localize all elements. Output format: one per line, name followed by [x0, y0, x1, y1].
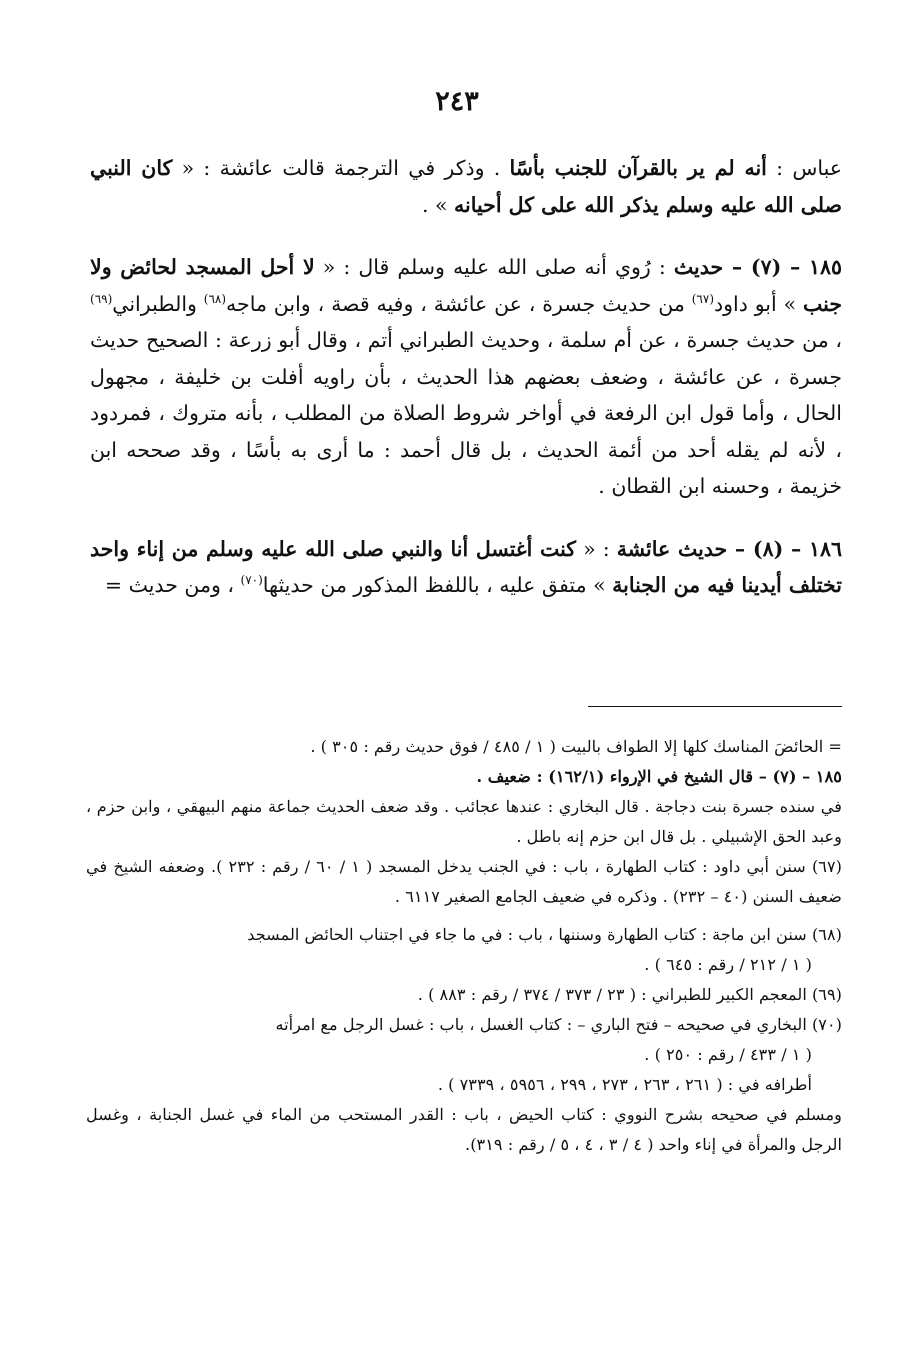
text-run: من حديث جسرة ، عن عائشة ، وفيه قصة ، وابن ماجه: [226, 291, 692, 316]
hadith-heading: ١٨٥ – (٧) – حديث: [673, 255, 842, 279]
footnote-grade: ١٨٥ – (٧) – قال الشيخ في الإرواء (١٦٢/١) : ضعيف .: [476, 767, 842, 786]
footnote-ref[interactable]: (٦٧): [691, 291, 714, 306]
footnote-ref[interactable]: (٦٨): [203, 291, 227, 306]
footnote-divider: [588, 706, 842, 707]
footnote-70-ref: ( ١ / ٤٣٣ / رقم : ٢٥٠ ) .: [644, 1045, 812, 1064]
footnote-text: في سنده جسرة بنت دجاجة . قال البخاري : عندها عجائب . وقد ضعف الحديث جماعة منهم البيهقي ، وابن حزم ، وعبد الحق الإشبيلي . بل قال ابن حزم إنه باطل .: [86, 797, 842, 846]
text-run: ، من حديث جسرة ، عن أم سلمة ، وحديث الطبراني أتم ، وقال أبو زرعة : الصحيح حديث جسرة ، عن عائشة ، وضعف بعضهم هذا الحديث ، بأن راويه أفلت بن خليفة ، مجهول الحال ، وأما قول ابن الرفعة في أواخر شروط الصلاة من المطلب ، بأنه متروك ، فمردود ، لأنه لم يقله أحد من أئمة الحديث ، بل قال أحمد : ما أرى به بأسًا ، وقد صححه ابن خزيمة ، وحسنه ابن القطان .: [90, 328, 842, 498]
text-run: ، ومن حديث =: [104, 573, 241, 597]
paragraph-1: [90, 150, 842, 223]
text-run: : رُوي أنه صلى الله عليه وسلم قال : «: [314, 255, 674, 279]
paragraph-hadith-185: [90, 249, 842, 505]
text-run: » أبو داود: [714, 291, 803, 316]
hadith-heading: ١٨٦ – (٨) – حديث عائشة: [616, 536, 842, 561]
bold-run: لا أحل المسجد لحائض ولا جنب: [90, 255, 842, 316]
footnotes: [86, 732, 842, 1160]
footnote-70-muslim: ومسلم في صحيحه بشرح النووي : كتاب الحيض ، باب : القدر المستحب من الماء في غسل الجنابة ، وغسل الرجل والمرأة في إناء واحد ( ٤ / ٣ ، ٤ ، ٥ / رقم : ٣١٩).: [86, 1105, 842, 1154]
footnote-continuation: = الحائضَ المناسك كلها إلا الطواف بالبيت ( ١ / ٤٨٥ / فوق حديث رقم : ٣٠٥ ) .: [310, 737, 842, 756]
footnote-67: (٦٧) سنن أبي داود : كتاب الطهارة ، باب : في الجنب يدخل المسجد ( ١ / ٦٠ / رقم : ٢٣٢ ). وضعفه الشيخ في ضعيف السنن (٤٠ – ٢٣٢) . وذكره في ضعيف الجامع الصغير ٦١١٧ .: [86, 857, 842, 906]
bold-run: كنت أغتسل أنا والنبي صلى الله عليه وسلم من إناء واحد تختلف أيدينا فيه من الجنابة: [90, 536, 842, 597]
text-run: عباس :: [766, 156, 843, 180]
main-text: [90, 150, 842, 630]
text-run: » .: [421, 192, 455, 217]
paragraph-hadith-186: [90, 531, 842, 604]
bold-run: كان النبي صلى الله عليه وسلم يذكر الله على كل أحيانه: [90, 156, 842, 217]
page-number: ٢٤٣: [435, 86, 479, 117]
bold-run: أنه لم ير بالقرآن للجنب بأسًا: [509, 156, 767, 180]
footnote-68: (٦٨) سنن ابن ماجة : كتاب الطهارة وسننها ، باب : في ما جاء في اجتناب الحائض المسجد: [247, 925, 842, 944]
text-run: : «: [576, 536, 617, 561]
footnote-68-ref: ( ١ / ٢١٢ / رقم : ٦٤٥ ) .: [644, 955, 812, 974]
footnote-70: (٧٠) البخاري في صحيحه – فتح الباري – : كتاب الغسل ، باب : غسل الرجل مع امرأته: [275, 1015, 842, 1034]
footnote-ref[interactable]: (٦٩): [90, 291, 113, 306]
footnote-ref[interactable]: (٧٠): [240, 573, 263, 588]
text-run: والطبراني: [112, 291, 204, 316]
text-run: » متفق عليه ، باللفظ المذكور من حديثها: [262, 573, 613, 597]
text-run: . وذكر في الترجمة قالت عائشة : «: [172, 156, 510, 180]
footnote-70-atraf: أطرافه في : ( ٢٦١ ، ٢٦٣ ، ٢٧٣ ، ٢٩٩ ، ٥٩٥٦ ، ٧٣٣٩ ) .: [437, 1075, 812, 1094]
footnote-69: (٦٩) المعجم الكبير للطبراني : ( ٢٣ / ٣٧٣ / ٣٧٤ / رقم : ٨٨٣ ) .: [417, 985, 842, 1004]
